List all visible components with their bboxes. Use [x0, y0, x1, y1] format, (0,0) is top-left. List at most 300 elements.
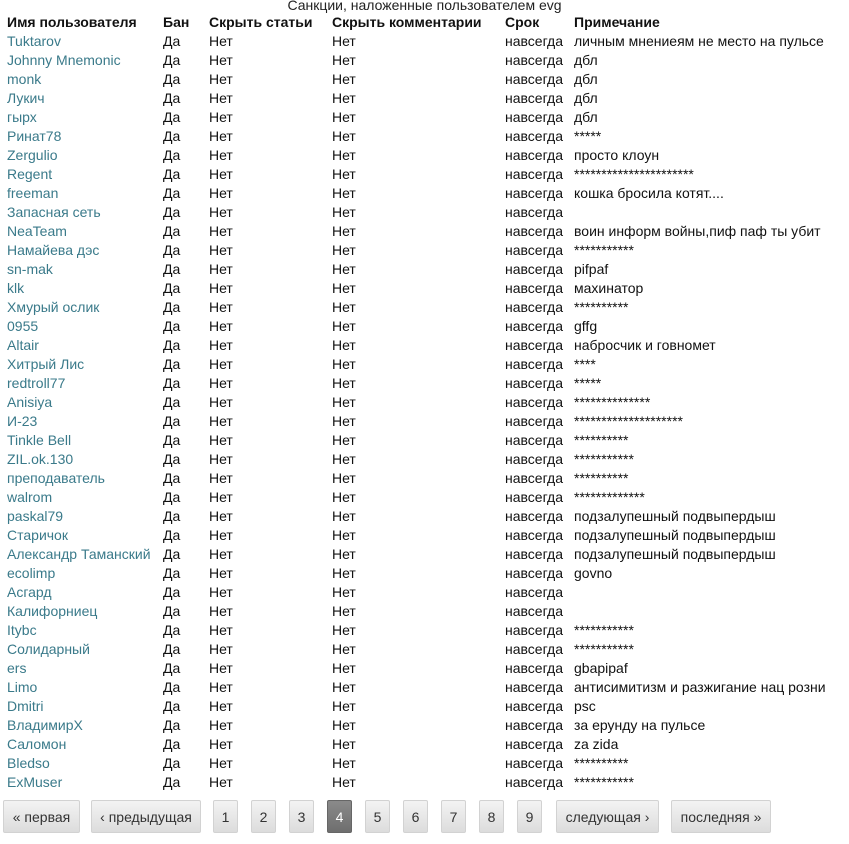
user-link[interactable]: Johnny Mnemonic: [7, 52, 121, 68]
note-cell: [570, 583, 838, 602]
table-caption: Санкции, наложенные пользователем evg: [287, 0, 562, 13]
note-cell: за ерунду на пульсе: [574, 717, 706, 733]
table-row: [3, 697, 838, 716]
user-cell: [3, 602, 159, 621]
hide-comments-cell: Нет: [332, 584, 356, 600]
ban-cell: Да: [163, 166, 181, 182]
user-cell: [3, 279, 159, 298]
hide-articles-cell: Нет: [209, 774, 233, 790]
user-link[interactable]: Хитрый Лис: [7, 356, 85, 372]
hide-articles-cell: Нет: [209, 261, 233, 277]
user-link[interactable]: Старичок: [7, 527, 68, 543]
user-link[interactable]: Запасная сеть: [7, 204, 101, 220]
pager-first-button[interactable]: « первая: [3, 800, 80, 833]
user-link[interactable]: И-23: [7, 413, 38, 429]
hide-comments-cell: Нет: [332, 736, 356, 752]
user-cell: [3, 678, 159, 697]
hide-comments-cell: Нет: [332, 375, 356, 391]
ban-cell: Да: [163, 470, 181, 486]
note-cell: воин информ войны,пиф паф ты убит: [574, 223, 821, 239]
term-cell: навсегда: [505, 261, 564, 277]
ban-cell: Да: [163, 52, 181, 68]
user-link[interactable]: Александр Таманский: [7, 546, 151, 562]
hide-comments-cell: Нет: [332, 717, 356, 733]
note-cell: ********************: [574, 413, 683, 429]
user-cell: [3, 564, 159, 583]
user-link[interactable]: преподаватель: [7, 470, 105, 486]
ban-cell: Да: [163, 698, 181, 714]
hide-articles-cell: Нет: [209, 717, 233, 733]
hide-articles-cell: Нет: [209, 299, 233, 315]
table-row: [3, 222, 838, 241]
ban-cell: Да: [163, 261, 181, 277]
user-cell: [3, 260, 159, 279]
user-cell: [3, 640, 159, 659]
hide-articles-cell: Нет: [209, 432, 233, 448]
hide-articles-cell: Нет: [209, 603, 233, 619]
ban-cell: Да: [163, 755, 181, 771]
note-cell: psc: [574, 698, 596, 714]
user-link[interactable]: Ринат78: [7, 128, 62, 144]
hide-articles-cell: Нет: [209, 736, 233, 752]
hide-comments-cell: Нет: [332, 413, 356, 429]
hide-comments-cell: Нет: [332, 318, 356, 334]
note-cell: **************: [574, 394, 651, 410]
term-cell: навсегда: [505, 546, 564, 562]
term-cell: навсегда: [505, 318, 564, 334]
ban-cell: Да: [163, 280, 181, 296]
user-cell: [3, 735, 159, 754]
note-cell: **********: [574, 470, 629, 486]
user-cell: [3, 222, 159, 241]
term-cell: навсегда: [505, 147, 564, 163]
hide-articles-cell: Нет: [209, 204, 233, 220]
user-cell: [3, 70, 159, 89]
hide-comments-cell: Нет: [332, 128, 356, 144]
user-cell: [3, 431, 159, 450]
user-link[interactable]: Altair: [7, 337, 39, 353]
user-link[interactable]: Limo: [7, 679, 38, 695]
hide-articles-cell: Нет: [209, 147, 233, 163]
user-link[interactable]: 0955: [7, 318, 39, 334]
hide-comments-cell: Нет: [332, 242, 356, 258]
hide-comments-cell: Нет: [332, 679, 356, 695]
user-link[interactable]: Dmitri: [7, 698, 44, 714]
user-link[interactable]: Zergulio: [7, 147, 58, 163]
note-cell: набросчик и говномет: [574, 337, 716, 353]
user-link[interactable]: Солидарный: [7, 641, 90, 657]
term-cell: навсегда: [505, 451, 564, 467]
term-cell: навсегда: [505, 242, 564, 258]
table-row: [3, 279, 838, 298]
user-cell: [3, 716, 159, 735]
user-link[interactable]: ecolimp: [7, 565, 56, 581]
table-row: [3, 773, 838, 792]
hide-articles-cell: Нет: [209, 641, 233, 657]
term-cell: навсегда: [505, 204, 564, 220]
pager-page-1-button[interactable]: 1: [213, 800, 238, 833]
user-link[interactable]: Regent: [7, 166, 53, 182]
term-cell: навсегда: [505, 52, 564, 68]
pager-page-5-button[interactable]: 5: [365, 800, 390, 833]
column-header-user: Имя пользователя: [7, 14, 137, 30]
user-link[interactable]: ВладимирX: [7, 717, 83, 733]
term-cell: навсегда: [505, 755, 564, 771]
ban-cell: Да: [163, 33, 181, 49]
hide-articles-cell: Нет: [209, 394, 233, 410]
user-cell: [3, 51, 159, 70]
column-header-hide-comments: Скрыть комментарии: [332, 14, 482, 30]
user-cell: [3, 165, 159, 184]
user-cell: [3, 526, 159, 545]
pager-page-9-button[interactable]: 9: [517, 800, 542, 833]
hide-articles-cell: Нет: [209, 508, 233, 524]
note-cell: govno: [574, 565, 613, 581]
user-cell: [3, 621, 159, 640]
user-cell: [3, 583, 159, 602]
pager-next-button[interactable]: следующая ›: [556, 800, 659, 833]
hide-comments-cell: Нет: [332, 90, 356, 106]
hide-comments-cell: Нет: [332, 185, 356, 201]
hide-comments-cell: Нет: [332, 52, 356, 68]
user-link[interactable]: Anisiya: [7, 394, 53, 410]
user-link[interactable]: monk: [7, 71, 42, 87]
ban-cell: Да: [163, 774, 181, 790]
ban-cell: Да: [163, 299, 181, 315]
ban-cell: Да: [163, 242, 181, 258]
note-cell: *****: [574, 128, 602, 144]
ban-cell: Да: [163, 375, 181, 391]
table-row: [3, 640, 838, 659]
column-header-note: Примечание: [574, 14, 660, 30]
term-cell: навсегда: [505, 375, 564, 391]
user-link[interactable]: ers: [7, 660, 27, 676]
hide-articles-cell: Нет: [209, 242, 233, 258]
table-row: [3, 564, 838, 583]
table-row: [3, 51, 838, 70]
hide-articles-cell: Нет: [209, 527, 233, 543]
hide-comments-cell: Нет: [332, 641, 356, 657]
table-row: [3, 127, 838, 146]
table-row: [3, 89, 838, 108]
term-cell: навсегда: [505, 90, 564, 106]
pager-page-8-button[interactable]: 8: [479, 800, 504, 833]
note-cell: подзалупешный подвыпердыш: [574, 546, 776, 562]
term-cell: навсегда: [505, 71, 564, 87]
user-link[interactable]: Асгард: [7, 584, 52, 600]
hide-articles-cell: Нет: [209, 413, 233, 429]
term-cell: навсегда: [505, 356, 564, 372]
hide-comments-cell: Нет: [332, 204, 356, 220]
user-link[interactable]: Саломон: [7, 736, 67, 752]
term-cell: навсегда: [505, 280, 564, 296]
user-cell: [3, 393, 159, 412]
hide-comments-cell: Нет: [332, 565, 356, 581]
user-link[interactable]: sn-mak: [7, 261, 53, 277]
table-row: [3, 260, 838, 279]
user-link[interactable]: Калифорниец: [7, 603, 98, 619]
hide-articles-cell: Нет: [209, 33, 233, 49]
table-row: [3, 526, 838, 545]
table-row: [3, 165, 838, 184]
user-link[interactable]: Itybc: [7, 622, 37, 638]
hide-comments-cell: Нет: [332, 527, 356, 543]
user-cell: [3, 450, 159, 469]
term-cell: навсегда: [505, 603, 564, 619]
note-cell: ***********: [574, 242, 634, 258]
note-cell: подзалупешный подвыпердыш: [574, 527, 776, 543]
note-cell: дбл: [574, 90, 598, 106]
column-header-ban: Бан: [163, 14, 190, 30]
user-cell: [3, 773, 159, 792]
note-cell: ***********: [574, 622, 634, 638]
note-cell: дбл: [574, 52, 598, 68]
hide-comments-cell: Нет: [332, 451, 356, 467]
hide-comments-cell: Нет: [332, 147, 356, 163]
ban-cell: Да: [163, 508, 181, 524]
hide-articles-cell: Нет: [209, 318, 233, 334]
hide-articles-cell: Нет: [209, 698, 233, 714]
user-link[interactable]: freeman: [7, 185, 59, 201]
hide-comments-cell: Нет: [332, 356, 356, 372]
note-cell: **********: [574, 299, 629, 315]
term-cell: навсегда: [505, 489, 564, 505]
table-row: [3, 374, 838, 393]
note-cell: za zida: [574, 736, 619, 752]
ban-cell: Да: [163, 432, 181, 448]
user-link[interactable]: Лукич: [7, 90, 45, 106]
note-cell: дбл: [574, 71, 598, 87]
table-row: [3, 184, 838, 203]
user-cell: [3, 374, 159, 393]
ban-cell: Да: [163, 736, 181, 752]
table-row: [3, 545, 838, 564]
hide-comments-cell: Нет: [332, 660, 356, 676]
pager-prev-button[interactable]: ‹ предыдущая: [91, 800, 201, 833]
term-cell: навсегда: [505, 527, 564, 543]
pager-page-7-button[interactable]: 7: [441, 800, 466, 833]
pager-page-4-button[interactable]: 4: [327, 800, 352, 833]
hide-comments-cell: Нет: [332, 223, 356, 239]
user-cell: [3, 317, 159, 336]
user-cell: [3, 336, 159, 355]
user-cell: [3, 184, 159, 203]
note-cell: ***********: [574, 774, 634, 790]
note-cell: *****: [574, 375, 602, 391]
note-cell: кошка бросила котят....: [574, 185, 724, 201]
ban-cell: Да: [163, 337, 181, 353]
table-row: [3, 298, 838, 317]
column-header-term: Срок: [505, 14, 540, 30]
term-cell: навсегда: [505, 299, 564, 315]
hide-comments-cell: Нет: [332, 299, 356, 315]
user-cell: [3, 108, 159, 127]
hide-articles-cell: Нет: [209, 223, 233, 239]
sanctions-table: [3, 13, 838, 792]
note-cell: личным мнениеям не место на пульсе: [574, 33, 824, 49]
note-cell: дбл: [574, 109, 598, 125]
user-link[interactable]: ExMuser: [7, 774, 63, 790]
table-row: [3, 431, 838, 450]
user-cell: [3, 697, 159, 716]
hide-comments-cell: Нет: [332, 698, 356, 714]
user-cell: [3, 32, 159, 51]
pager-last-button[interactable]: последняя »: [671, 800, 771, 833]
table-row: [3, 203, 838, 222]
ban-cell: Да: [163, 584, 181, 600]
ban-cell: Да: [163, 603, 181, 619]
note-cell: [570, 602, 838, 621]
term-cell: навсегда: [505, 223, 564, 239]
table-row: [3, 659, 838, 678]
table-row: [3, 32, 838, 51]
user-cell: [3, 545, 159, 564]
table-header-row: [3, 13, 838, 32]
ban-cell: Да: [163, 717, 181, 733]
term-cell: навсегда: [505, 660, 564, 676]
user-link[interactable]: Bledso: [7, 755, 50, 771]
table-row: [3, 621, 838, 640]
ban-cell: Да: [163, 223, 181, 239]
note-cell: ***********: [574, 451, 634, 467]
hide-articles-cell: Нет: [209, 337, 233, 353]
table-row: [3, 583, 838, 602]
term-cell: навсегда: [505, 717, 564, 733]
hide-articles-cell: Нет: [209, 375, 233, 391]
hide-comments-cell: Нет: [332, 394, 356, 410]
table-row: [3, 735, 838, 754]
user-cell: [3, 146, 159, 165]
user-link[interactable]: Tuktarov: [7, 33, 61, 49]
ban-cell: Да: [163, 451, 181, 467]
table-row: [3, 602, 838, 621]
column-header-hide-articles: Скрыть статьи: [209, 14, 313, 30]
hide-articles-cell: Нет: [209, 128, 233, 144]
user-cell: [3, 488, 159, 507]
table-row: [3, 317, 838, 336]
table-row: [3, 507, 838, 526]
hide-articles-cell: Нет: [209, 71, 233, 87]
term-cell: навсегда: [505, 774, 564, 790]
user-link[interactable]: Хмурый ослик: [7, 299, 100, 315]
hide-comments-cell: Нет: [332, 774, 356, 790]
hide-articles-cell: Нет: [209, 622, 233, 638]
hide-articles-cell: Нет: [209, 451, 233, 467]
note-cell: ***********: [574, 641, 634, 657]
term-cell: навсегда: [505, 394, 564, 410]
table-row: [3, 336, 838, 355]
hide-articles-cell: Нет: [209, 679, 233, 695]
hide-articles-cell: Нет: [209, 470, 233, 486]
user-link[interactable]: Tinkle Bell: [7, 432, 72, 448]
ban-cell: Да: [163, 185, 181, 201]
ban-cell: Да: [163, 90, 181, 106]
table-row: [3, 393, 838, 412]
term-cell: навсегда: [505, 337, 564, 353]
ban-cell: Да: [163, 356, 181, 372]
term-cell: навсегда: [505, 698, 564, 714]
user-link[interactable]: NeaTeam: [7, 223, 67, 239]
hide-comments-cell: Нет: [332, 33, 356, 49]
term-cell: навсегда: [505, 622, 564, 638]
term-cell: навсегда: [505, 185, 564, 201]
note-cell: gbapipaf: [574, 660, 628, 676]
term-cell: навсегда: [505, 736, 564, 752]
ban-cell: Да: [163, 413, 181, 429]
hide-articles-cell: Нет: [209, 280, 233, 296]
hide-articles-cell: Нет: [209, 755, 233, 771]
term-cell: навсегда: [505, 641, 564, 657]
user-cell: [3, 412, 159, 431]
ban-cell: Да: [163, 394, 181, 410]
term-cell: навсегда: [505, 413, 564, 429]
note-cell: **********************: [574, 166, 694, 182]
ban-cell: Да: [163, 660, 181, 676]
hide-articles-cell: Нет: [209, 584, 233, 600]
pager-page-2-button[interactable]: 2: [251, 800, 276, 833]
note-cell: pifpaf: [574, 261, 609, 277]
pagination: [3, 800, 849, 833]
hide-comments-cell: Нет: [332, 432, 356, 448]
hide-comments-cell: Нет: [332, 109, 356, 125]
term-cell: навсегда: [505, 584, 564, 600]
user-link[interactable]: redtroll77: [7, 375, 66, 391]
ban-cell: Да: [163, 204, 181, 220]
hide-comments-cell: Нет: [332, 508, 356, 524]
hide-comments-cell: Нет: [332, 603, 356, 619]
ban-cell: Да: [163, 527, 181, 543]
hide-articles-cell: Нет: [209, 166, 233, 182]
hide-articles-cell: Нет: [209, 489, 233, 505]
pager-page-6-button[interactable]: 6: [403, 800, 428, 833]
user-link[interactable]: klk: [7, 280, 25, 296]
user-link[interactable]: ZIL.ok.130: [7, 451, 74, 467]
term-cell: навсегда: [505, 432, 564, 448]
hide-articles-cell: Нет: [209, 52, 233, 68]
ban-cell: Да: [163, 622, 181, 638]
ban-cell: Да: [163, 679, 181, 695]
hide-comments-cell: Нет: [332, 337, 356, 353]
table-row: [3, 716, 838, 735]
user-link[interactable]: paskal79: [7, 508, 64, 524]
term-cell: навсегда: [505, 565, 564, 581]
user-link[interactable]: walrom: [7, 489, 53, 505]
pager-page-3-button[interactable]: 3: [289, 800, 314, 833]
hide-comments-cell: Нет: [332, 71, 356, 87]
hide-comments-cell: Нет: [332, 261, 356, 277]
table-row: [3, 108, 838, 127]
hide-articles-cell: Нет: [209, 356, 233, 372]
hide-comments-cell: Нет: [332, 166, 356, 182]
hide-comments-cell: Нет: [332, 755, 356, 771]
ban-cell: Да: [163, 318, 181, 334]
user-link[interactable]: гырх: [7, 109, 37, 125]
table-row: [3, 355, 838, 374]
table-row: [3, 241, 838, 260]
user-cell: [3, 298, 159, 317]
user-link[interactable]: Намайева дэс: [7, 242, 100, 258]
term-cell: навсегда: [505, 33, 564, 49]
note-cell: **********: [574, 755, 629, 771]
user-cell: [3, 469, 159, 488]
ban-cell: Да: [163, 128, 181, 144]
note-cell: махинатор: [574, 280, 644, 296]
user-cell: [3, 127, 159, 146]
term-cell: навсегда: [505, 679, 564, 695]
hide-articles-cell: Нет: [209, 109, 233, 125]
ban-cell: Да: [163, 109, 181, 125]
term-cell: навсегда: [505, 508, 564, 524]
